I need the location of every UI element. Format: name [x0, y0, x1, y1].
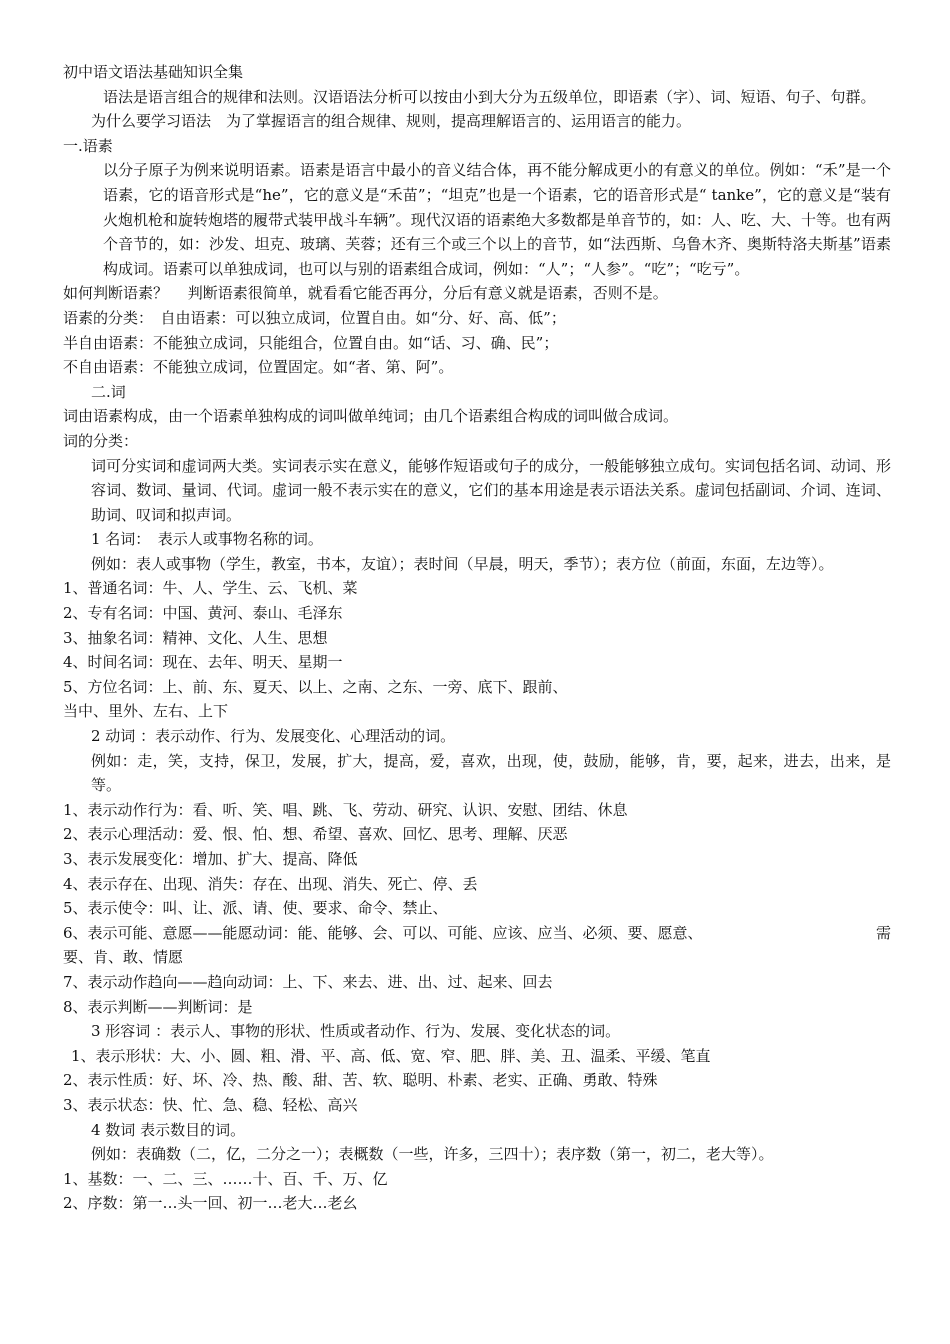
list-item: 5、方位名词：上、前、东、夏天、以上、之南、之东、一旁、底下、跟前、: [63, 677, 568, 696]
morpheme-class-bound: 不自由语素：不能独立成词，位置固定。如“者、第、阿”。: [63, 358, 454, 377]
adjective-heading: 3 形容词 ：表示人、事物的形状、性质或者动作、行为、发展、变化状态的词。: [91, 1022, 621, 1041]
intro-paragraph: 语法是语言组合的规律和法则。汉语语法分析可以按由小到大分为五级单位，即语素（字）、词、短语、句子、句群。: [103, 87, 876, 106]
morpheme-class-free: 语素的分类： 自由语素：可以独立成词，位置自由。如“分、好、高、低”；: [63, 308, 566, 327]
morpheme-class-semi-free: 半自由语素：不能独立成词，只能组合，位置自由。如“话、习、确、民”；: [63, 333, 559, 352]
list-item: 3、表示发展变化：增加、扩大、提高、降低: [63, 850, 358, 868]
list-item: 2、表示心理活动：爱、恨、怕、想、希望、喜欢、回忆、思考、理解、厌恶: [63, 825, 568, 844]
list-item: 当中、里外、左右、上下: [63, 702, 229, 721]
word-definition: 词由语素构成，由一个语素单独构成的词叫做单纯词；由几个语素组合构成的词叫做合成词。: [63, 407, 679, 426]
list-item: 4、表示存在、出现、消失：存在、出现、消失、死亡、停、丢: [63, 874, 478, 893]
list-item-modal-verbs: [63, 921, 891, 946]
noun-examples: 例如：表人或事物（学生，教室，书本，友谊）；表时间（早晨，明天，季节）；表方位（前面，东面，左边等）。: [91, 554, 834, 573]
list-item: 2、表示性质：好、坏、冷、热、酸、甜、苦、软、聪明、朴素、老实、正确、勇敢、特殊: [63, 1071, 658, 1090]
modal-verbs-wrap-char: 需: [875, 923, 891, 942]
morpheme-judge: 如何判断语素？ 判断语素很简单，就看看它能否再分，分后有意义就是语素，否则不是。: [63, 284, 668, 303]
numeral-examples: 例如：表确数（二，亿，二分之一）；表概数（一些，许多，三四十）；表序数（第一，初二，老大等）。: [91, 1145, 774, 1164]
why-learn-grammar: 为什么要学习语法 为了掌握语言的组合规律、规则，提高理解语言的、运用语言的能力。: [91, 112, 692, 131]
word-classification-label: 词的分类：: [63, 431, 139, 450]
section-heading-word: 二.词: [91, 382, 126, 401]
morpheme-paragraph: 以分子原子为例来说明语素。语素是语言中最小的音义结合体，再不能分解成更小的有意义的单位。例如：“禾”是一个语素，它的语音形式是“he”，它的意义是“禾苗”；“坦克”也是一个语素，它的语音形式是“ tanke”，它的意义是“装有火炮机枪和旋转炮塔的履带式装甲战斗车辆”。现代汉语的语素绝大多数都是单音节的，如：人、吃、大、十等。也有两个音节的，如：沙发、坦克、玻璃、芙蓉；还有三个或三个以上的音节，如“法西斯、乌鲁木齐、奥斯特洛夫斯基”语素构成词。语素可以单独成词，也可以与别的语素组合成词，例如：“人”；“人参”。“吃”；“吃亏”。: [103, 161, 891, 278]
list-item: 5、表示使令：叫、让、派、请、使、要求、命令、禁止、: [63, 899, 448, 918]
word-classes-paragraph: 词可分实词和虚词两大类。实词表示实在意义，能够作短语或句子的成分，一般能够独立成句。实词包括名词、动词、形容词、数词、量词、代词。虚词一般不表示实在的意义，它们的基本用途是表示语法关系。虚词包括副词、介词、连词、助词、叹词和拟声词。: [91, 456, 891, 524]
list-item: 3、抽象名词：精神、文化、人生、思想: [63, 628, 328, 647]
modal-verbs-continuation: 要、肯、敢、情愿: [63, 948, 184, 967]
list-item: 1、表示形状：大、小、圆、粗、滑、平、高、低、宽、窄、肥、胖、美、丑、温柔、平缓、笔直: [71, 1046, 711, 1065]
doc-title: 初中语文语法基础知识全集: [63, 63, 244, 81]
verb-heading: 2 动词 ：表示动作、行为、发展变化、心理活动的词。: [91, 727, 456, 746]
list-item: 1、基数：一、二、三、……十、百、千、万、亿: [63, 1169, 388, 1188]
modal-verbs-text: 6、表示可能、意愿——能愿动词：能、能够、会、可以、可能、应该、应当、必须、要、愿意、: [63, 923, 703, 942]
list-item: 1、普通名词：牛、人、学生、云、飞机、菜: [63, 579, 358, 598]
document-page: [63, 60, 891, 1216]
list-item: 7、表示动作趋向——趋向动词：上、下、来去、进、出、过、起来、回去: [63, 972, 553, 991]
noun-heading: 1 名词： 表示人或事物名称的词。: [91, 530, 323, 549]
numeral-heading: 4 数词 表示数目的词。: [91, 1120, 246, 1139]
list-item: 2、序数：第一…头一回、初一…老大…老幺: [63, 1194, 358, 1213]
list-item: 4、时间名词：现在、去年、明天、星期一: [63, 653, 343, 672]
list-item: 3、表示状态：快、忙、急、稳、轻松、高兴: [63, 1095, 358, 1114]
list-item: 8、表示判断——判断词：是: [63, 997, 253, 1016]
list-item: 2、专有名词：中国、黄河、泰山、毛泽东: [63, 604, 343, 623]
list-item: 1、表示动作行为：看、听、笑、唱、跳、飞、劳动、研究、认识、安慰、团结、休息: [63, 800, 628, 819]
section-heading-morpheme: 一.语素: [63, 136, 113, 155]
verb-examples: 例如：走，笑，支持，保卫，发展，扩大，提高，爱，喜欢，出现，使，鼓励，能够，肯，要，起来，进去，出来，是等。: [91, 751, 891, 795]
